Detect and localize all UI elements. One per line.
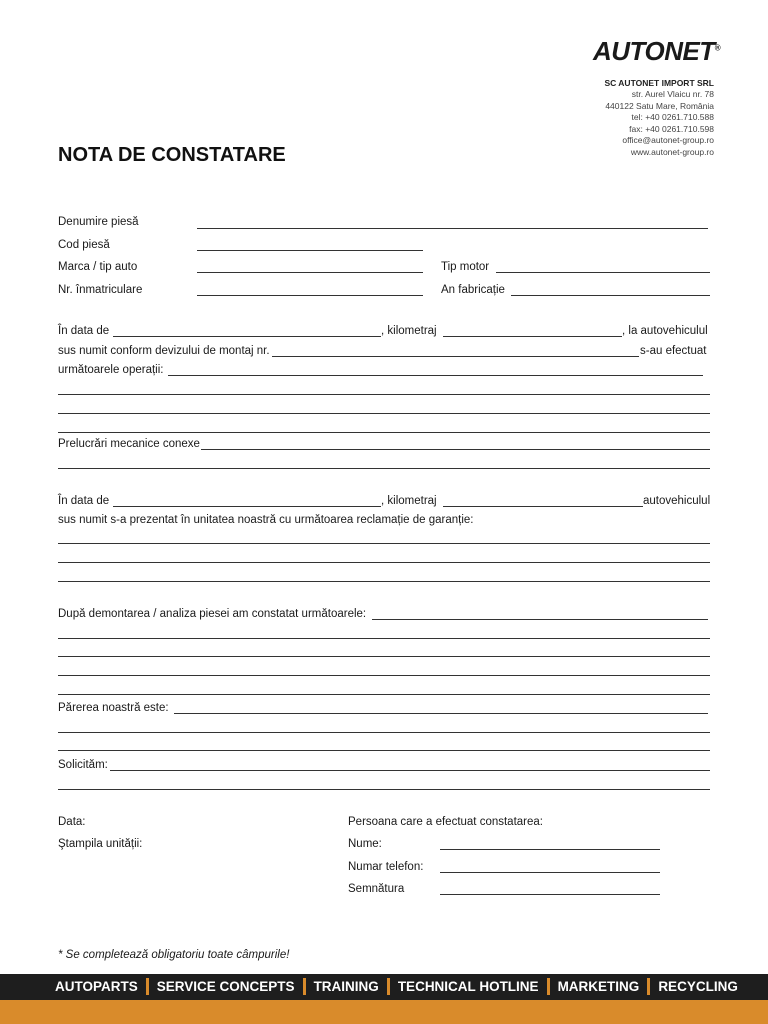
footer-item-autoparts: AUTOPARTS: [55, 979, 138, 994]
s3-dupa-label: După demontarea / analiza piesei am constatat următoarele:: [58, 608, 367, 620]
cod-label: Cod piesă: [58, 239, 110, 251]
footer-separator: [547, 978, 550, 995]
s1-operatii-line-4[interactable]: [58, 432, 710, 433]
footer-item-technical-hotline: TECHNICAL HOTLINE: [397, 979, 539, 994]
company-tel: tel: +40 0261.710.588: [631, 112, 714, 123]
s3-parerea-line-2[interactable]: [58, 732, 710, 733]
an-fabricatie-label: An fabricație: [441, 284, 505, 296]
telefon-field[interactable]: [440, 872, 660, 873]
s3-parerea-line-3[interactable]: [58, 750, 710, 751]
s3-solicitam-field[interactable]: [110, 770, 710, 771]
s1-kilometraj-field[interactable]: [443, 336, 622, 337]
s1-prelucrari-line-2[interactable]: [58, 468, 710, 469]
s2-reclamatie-label: sus numit s-a prezentat în unitatea noastră cu următoarea reclamație de garanție:: [58, 514, 474, 526]
nume-field[interactable]: [440, 849, 660, 850]
s3-dupa-line-2[interactable]: [58, 638, 710, 639]
s1-deviz-field[interactable]: [272, 356, 639, 357]
page-title: NOTA DE CONSTATARE: [58, 144, 286, 166]
s1-operatii-label: următoarele operații:: [58, 364, 164, 376]
s2-date-field[interactable]: [113, 506, 381, 507]
s3-solicitam-label: Solicităm:: [58, 759, 108, 771]
s1-in-data-de-label: În data de: [58, 325, 110, 337]
s2-reclamatie-line-3[interactable]: [58, 581, 710, 582]
company-info: [514, 77, 714, 159]
s2-reclamatie-line-1[interactable]: [58, 543, 710, 544]
footer-separator: [146, 978, 149, 995]
logo-text: AUTONET: [593, 36, 715, 66]
s2-kilometraj-field[interactable]: [443, 506, 643, 507]
s1-efectuat-label: s-au efectuat: [640, 345, 707, 357]
company-name: SC AUTONET IMPORT SRL: [604, 78, 714, 88]
s3-dupa-line-3[interactable]: [58, 656, 710, 657]
s2-in-data-de-label: În data de: [58, 495, 110, 507]
data-label: Data:: [58, 816, 86, 828]
s3-solicitam-line-2[interactable]: [58, 789, 710, 790]
s1-operatii-field[interactable]: [168, 375, 703, 376]
s2-kilometraj-label: , kilometraj: [381, 495, 437, 507]
s1-operatii-line-3[interactable]: [58, 413, 710, 414]
s1-autovehicul-label: , la autovehiculul: [622, 325, 708, 337]
s1-prelucrari-field[interactable]: [201, 449, 710, 450]
cod-field[interactable]: [197, 250, 423, 251]
s2-autovehicul-label: autovehiculul: [643, 495, 711, 507]
semnatura-field[interactable]: [440, 894, 660, 895]
s3-dupa-field[interactable]: [372, 619, 708, 620]
company-fax: fax: +40 0261.710.598: [629, 123, 714, 134]
footer-separator: [647, 978, 650, 995]
semnatura-label: Semnătura: [348, 883, 405, 895]
registered-mark: ®: [714, 43, 721, 53]
footer-item-service-concepts: SERVICE CONCEPTS: [156, 979, 295, 994]
company-website: www.autonet-group.ro: [630, 146, 714, 157]
telefon-label: Numar telefon:: [348, 861, 424, 873]
marca-label: Marca / tip auto: [58, 261, 138, 273]
denumire-label: Denumire piesă: [58, 216, 139, 228]
nume-label: Nume:: [348, 838, 382, 850]
mandatory-note: * Se completează obligatoriu toate câmpurile!: [58, 949, 290, 961]
footer-separator: [303, 978, 306, 995]
nr-inmatriculare-field[interactable]: [197, 295, 423, 296]
footer-nav: [55, 978, 738, 995]
denumire-field[interactable]: [197, 228, 708, 229]
s1-prelucrari-label: Prelucrări mecanice conexe: [58, 438, 200, 450]
s3-dupa-line-5[interactable]: [58, 694, 710, 695]
footer-separator: [387, 978, 390, 995]
an-fabricatie-field[interactable]: [511, 295, 710, 296]
s2-reclamatie-line-2[interactable]: [58, 562, 710, 563]
marca-field[interactable]: [197, 272, 423, 273]
s1-operatii-line-2[interactable]: [58, 394, 710, 395]
s1-deviz-label: sus numit conform devizului de montaj nr.: [58, 345, 270, 357]
footer-accent-strip: [0, 1000, 768, 1024]
company-city: 440122 Satu Mare, România: [605, 100, 714, 111]
s1-date-field[interactable]: [113, 336, 381, 337]
tip-motor-label: Tip motor: [441, 261, 490, 273]
footer-item-recycling: RECYCLING: [658, 979, 738, 994]
footer-item-marketing: MARKETING: [557, 979, 640, 994]
footer-item-training: TRAINING: [313, 979, 379, 994]
s3-dupa-line-4[interactable]: [58, 675, 710, 676]
company-address: str. Aurel Vlaicu nr. 78: [631, 89, 714, 99]
s3-parerea-label: Părerea noastră este:: [58, 702, 169, 714]
nr-inmatriculare-label: Nr. înmatriculare: [58, 284, 143, 296]
autonet-logo: [593, 36, 720, 67]
persoana-label: Persoana care a efectuat constatarea:: [348, 816, 543, 828]
stampila-label: Ştampila unității:: [58, 838, 143, 850]
tip-motor-field[interactable]: [496, 272, 710, 273]
s3-parerea-field[interactable]: [174, 713, 708, 714]
company-email: office@autonet-group.ro: [622, 135, 714, 146]
s1-kilometraj-label: , kilometraj: [381, 325, 437, 337]
